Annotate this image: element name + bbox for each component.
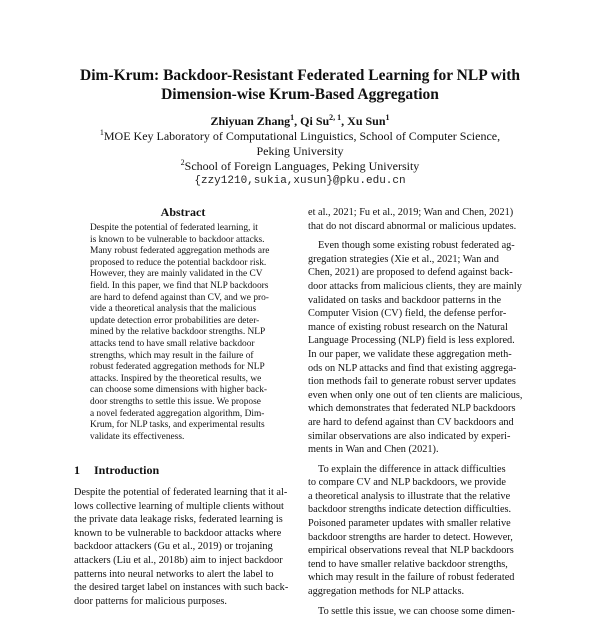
abstract-body (90, 223, 280, 443)
affiliation-1: $^1$MOE Key Laboratory of Computational Linguistics, School of Computer Science, (99, 128, 501, 143)
paragraph-line: which demonstrates that federated NLP backdoors (308, 403, 516, 415)
abstract-line: mined by the relative backdoor strengths. NLP (90, 327, 266, 338)
intro-line: known to be vulnerable to backdoor attacks where (74, 527, 282, 539)
paragraph-line: validated on tasks and backdoor patterns in the (308, 294, 502, 306)
author-1: Zhiyuan Zhang (210, 114, 291, 128)
abstract-line: update detection error probabilities are deter- (90, 315, 260, 326)
affiliation-2: $^2$School of Foreign Languages, Peking University (180, 158, 420, 173)
author-2: Qi Su (300, 114, 330, 128)
author-3: Xu Sun (347, 114, 386, 128)
abstract-line: is known to be vulnerable to backdoor attacks. (90, 234, 265, 245)
abstract-line: strengths, which may result in the failure of (90, 350, 254, 361)
paragraph-line: a theoretical analysis to illustrate that the relative (308, 490, 511, 502)
paragraph-line: tion methods fail to generate robust server updates (308, 376, 516, 388)
author-names: Zhiyuan Zhang$^1$, Qi Su$^{2, 1}$, Xu Sun$^1$ (210, 113, 390, 128)
abstract-line: can choose some dimensions with higher back- (90, 385, 268, 396)
paragraph-line: et al., 2021; Fu et al., 2019; Wan and Chen, 2021) (308, 207, 514, 218)
paragraph-line: tend to have smaller relative backdoor strengths, (308, 558, 508, 570)
paragraph-line: Poisoned parameter updates with smaller relative (308, 518, 511, 530)
abstract-line: attacks. Inspired by the theoretical results, we (90, 373, 262, 384)
abstract-line: Despite the potential of federated learning, it (90, 223, 258, 233)
intro-line: the desired target label on instances with such back- (74, 582, 289, 594)
abstract-line: validate its effectiveness. (90, 431, 185, 442)
right-column-body (308, 206, 530, 618)
abstract-line: a novel federated aggregation algorithm, Dim- (90, 408, 265, 419)
abstract-line: Krum, for NLP tasks, and experimental results (90, 420, 265, 431)
intro-line: the private data leakage risks, federated learning is (74, 514, 283, 526)
author-1-affil: 1 (290, 113, 295, 122)
paragraph-line: empirical observations reveal that NLP backdoors (308, 545, 514, 557)
section-heading-introduction (74, 463, 173, 478)
paragraph-line: Chen, 2021) are proposed to defend against back- (308, 267, 513, 279)
paragraph-line: even when only one out of ten clients are malicious, (308, 389, 523, 401)
paper-title (40, 66, 560, 104)
intro-line: door patterns for malicious purposes. (74, 595, 227, 607)
abstract-line: However, they are mainly validated in the CV (90, 269, 263, 280)
intro-line: Despite the potential of federated learning that it al- (74, 487, 288, 498)
title-line-1: Dim-Krum: Backdoor-Resistant Federated Learning for NLP with (80, 67, 520, 84)
title-line-2: Dimension-wise Krum-Based Aggregation (161, 86, 439, 103)
paragraph-line: backdoor strengths are harder to detect. However, (308, 531, 513, 543)
paragraph-line: door attacks from malicious clients, they are mainly (308, 280, 522, 292)
paragraph-line: To settle this issue, we can choose some dimen- (318, 605, 515, 617)
paragraph-line: are hard to defend against than CV backdoors and (308, 416, 514, 428)
author-2-affil: 2, 1 (329, 113, 342, 122)
paragraph-line: ments in Wan and Chen (2021). (308, 444, 439, 456)
intro-line: lows collective learning of multiple clients without (74, 500, 284, 512)
abstract-line: are hard to defend against than CV, and we pro- (90, 292, 269, 303)
abstract-line: door strengths to settle this issue. We propose (90, 396, 261, 407)
paragraph-line: that do not discard abnormal or malicious updates. (308, 220, 517, 232)
paragraph-line: In our paper, we validate these aggregation meth- (308, 348, 512, 360)
author-emails: {zzy1210,sukia,xusun}@pku.edu.cn (194, 175, 406, 187)
section-number: 1 (74, 463, 80, 477)
paragraph-line: to compare CV and NLP backdoors, we provide (308, 477, 506, 489)
abstract-line: vide a theoretical analysis that the malicious (90, 304, 257, 315)
abstract-line: attacks tend to have small relative backdoor (90, 338, 255, 349)
paragraph-line: mance of existing robust research on the Natural (308, 321, 508, 333)
abstract-line: field. In this paper, we find that NLP backdoors (90, 280, 269, 291)
introduction-body (74, 486, 292, 608)
paragraph-line: aggregation methods for NLP attacks. (308, 586, 465, 598)
section-title: Introduction (94, 463, 160, 477)
paragraph-line: Computer Vision (CV) field, the defense perfor- (308, 308, 507, 320)
paragraph-line: backdoor strengths indicate detection difficulties. (308, 504, 512, 516)
paragraph-line: Even though some existing robust federated ag- (318, 240, 515, 252)
intro-line: backdoor attackers (Gu et al., 2019) or trojaning (74, 541, 273, 553)
abstract-line: robust federated aggregation methods for NLP (90, 362, 265, 373)
affiliation-1-cont: Peking University (256, 144, 344, 158)
paragraph-line: similar observations are also indicated by experi- (308, 430, 511, 442)
author-block (40, 114, 560, 189)
abstract-line: proposed to reduce the potential backdoor risk. (90, 257, 267, 268)
intro-line: patterns into neural networks to alert the label to (74, 568, 274, 580)
abstract-line: Many robust federated aggregation methods are (90, 246, 270, 257)
intro-line: attackers (Liu et al., 2018b) aim to inject backdoor (74, 554, 283, 566)
author-3-affil: 1 (385, 113, 390, 122)
paragraph-line: To explain the difference in attack difficulties (318, 463, 506, 475)
paragraph-line: ods on NLP attacks and find that existing aggrega- (308, 362, 517, 374)
paragraph-line: gregation strategies (Xie et al., 2021; Wan and (308, 253, 499, 265)
paragraph-line: which may result in the failure of robust federated (308, 572, 515, 584)
paragraph-line: Language Processing (NLP) field is less explored. (308, 335, 515, 347)
abstract-heading: Abstract (160, 205, 206, 219)
